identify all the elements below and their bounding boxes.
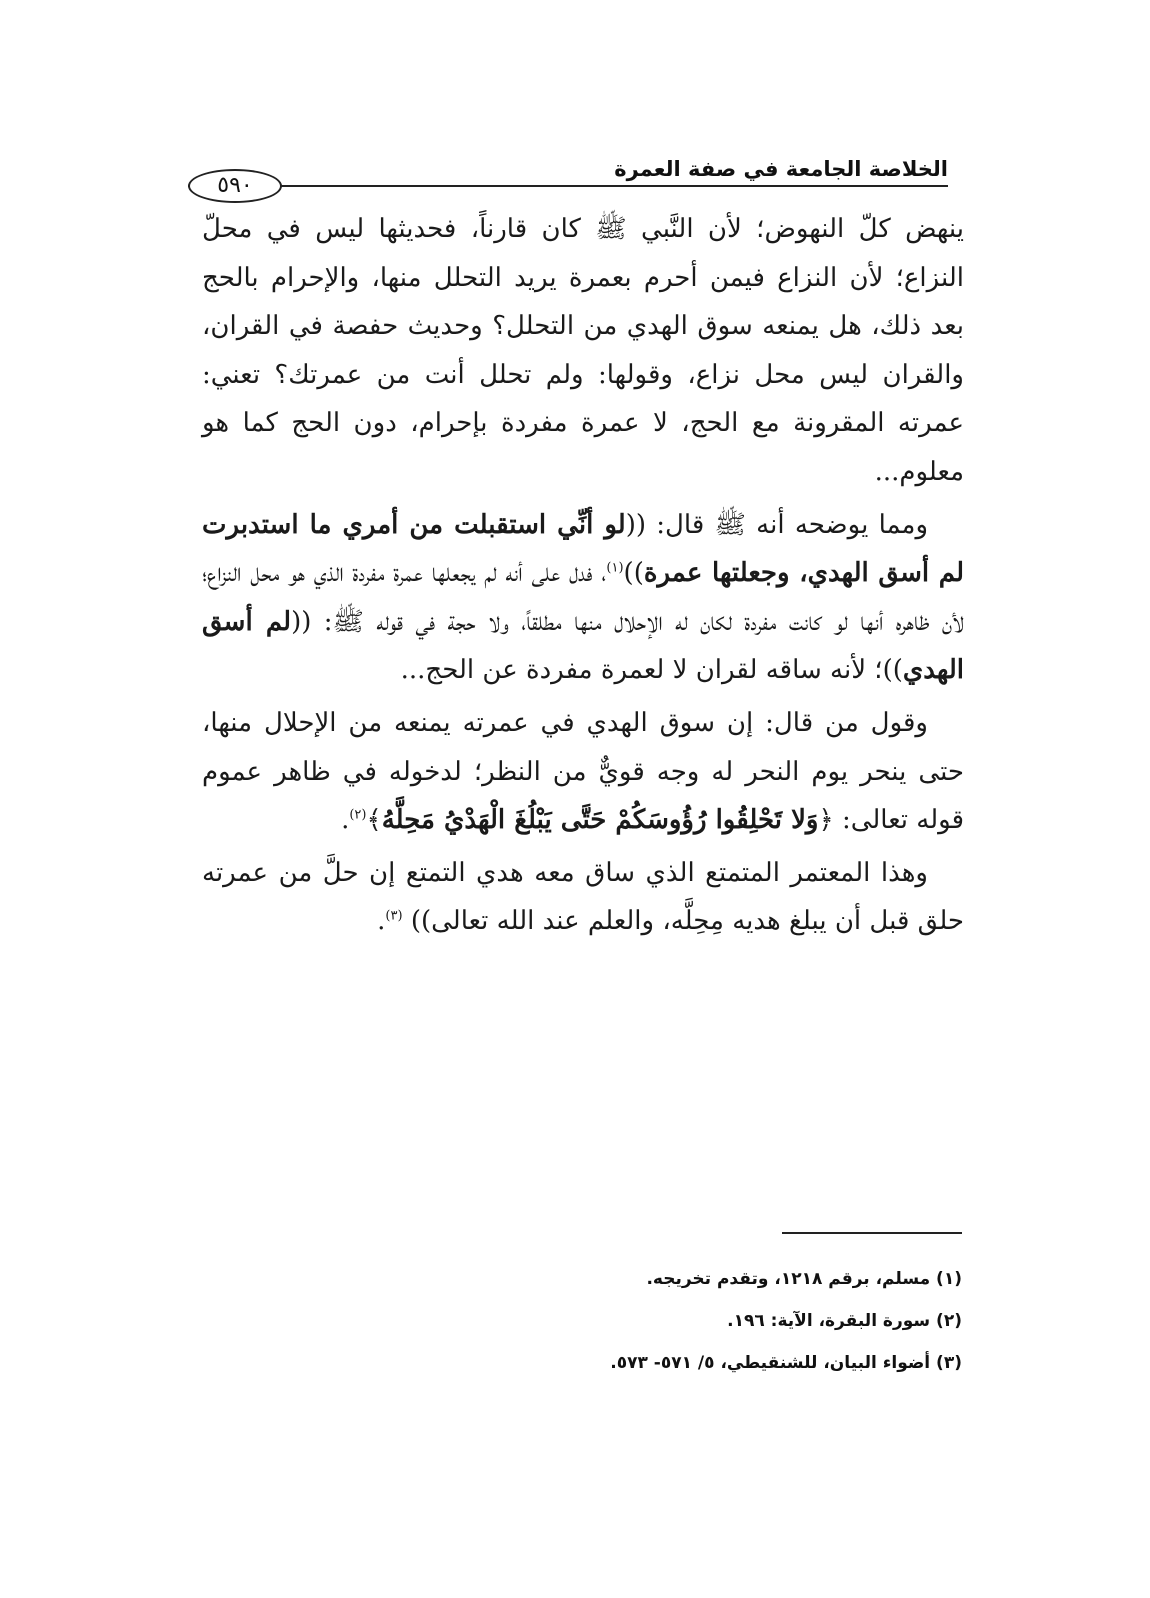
running-header: [188, 155, 948, 198]
header-rule: [188, 185, 948, 187]
paragraph-1-text: ينهض كلّ النهوض؛ لأن النَّبي ﷺ كان قارناً، فحديثها ليس في محلّ النزاع؛ لأن النزاع فيمن أحرم بعمرة يريد التحلل منها، والإحرام بالحج بعد ذلك، هل يمنعه سوق الهدي من التحلل؟ وحديث حفصة في القران، والقران ليس محل نزاع، وقولها: ولم تحلل أنت من عمرتك؟ تعني: عمرته المقرونة مع الحج، لا عمرة مفردة بإحرام، دون الحج كما هو معلوم...: [202, 214, 964, 487]
page-number: ٥٩٠: [188, 169, 282, 203]
footnote-separator: [782, 1232, 962, 1234]
hadith-quote: لو أنِّي استقبلت من أمري ما استدبرت لم أسق الهدي، وجعلتها عمرة: [202, 509, 964, 589]
paragraph-2-text-d: ))؛ لأنه ساقه لقران لا لعمرة مفردة عن الحج...: [400, 655, 903, 686]
paragraph-2-text-b: )): [623, 558, 644, 589]
paragraph-3-text-b: ﴾: [366, 805, 382, 836]
footnote-3: (٣) أضواء البيان، للشنقيطي، ٥/ ٥٧١- ٥٧٣.: [610, 1353, 962, 1373]
footnote-ref-1: (١): [606, 560, 624, 576]
footnotes: [202, 1258, 962, 1384]
body-text: [202, 205, 964, 950]
footnote-ref-2: (٢): [349, 807, 367, 823]
paragraph-2-text-c: ، فدل على أنه لم يجعلها عمرة مفردة الذي هو محل النزاع؛ لأن ظاهره أنها لو كانت مفردة لكان له الإحلال منها مطلقاً، ولا حجة في قوله ﷺ: ((: [202, 558, 964, 637]
footnote-2: (٢) سورة البقرة، الآية: ١٩٦.: [727, 1311, 962, 1331]
paragraph-2-text-a: ومما يوضحه أنه ﷺ قال: ((: [625, 509, 928, 540]
paragraph-4-text: وهذا المعتمر المتمتع الذي ساق معه هدي التمتع إن حلَّ من عمرته حلق قبل أن يبلغ هديه مِحِلَّه، والعلم عند الله تعالى)): [202, 857, 964, 937]
footnote-ref-3: (٣): [385, 908, 403, 924]
paragraph-3-text-a: وقول من قال: إن سوق الهدي في عمرته يمنعه من الإحلال منها، حتى ينحر يوم النحر له وجه قويٌّ من النظر؛ لدخوله في ظاهر عموم قوله تعالى: ﴿: [202, 707, 964, 836]
quran-verse: وَلا تَحْلِقُوا رُؤُوسَكُمْ حَتَّى يَبْلُغَ الْهَدْيُ مَحِلَّهُ: [381, 805, 819, 836]
header-title: الخلاصة الجامعة في صفة العمرة: [614, 157, 948, 181]
paragraph-4: [202, 849, 964, 946]
paragraph-4-end: .: [377, 906, 386, 937]
footnote-1: (١) مسلم، برقم ١٢١٨، وتقدم تخريجه.: [646, 1269, 962, 1289]
paragraph-3: [202, 699, 964, 845]
paragraph-1: [202, 205, 964, 497]
paragraph-2: [202, 501, 964, 695]
hadith-quote-short: لم أسق الهدي: [202, 606, 964, 686]
paragraph-3-end: .: [341, 805, 350, 836]
